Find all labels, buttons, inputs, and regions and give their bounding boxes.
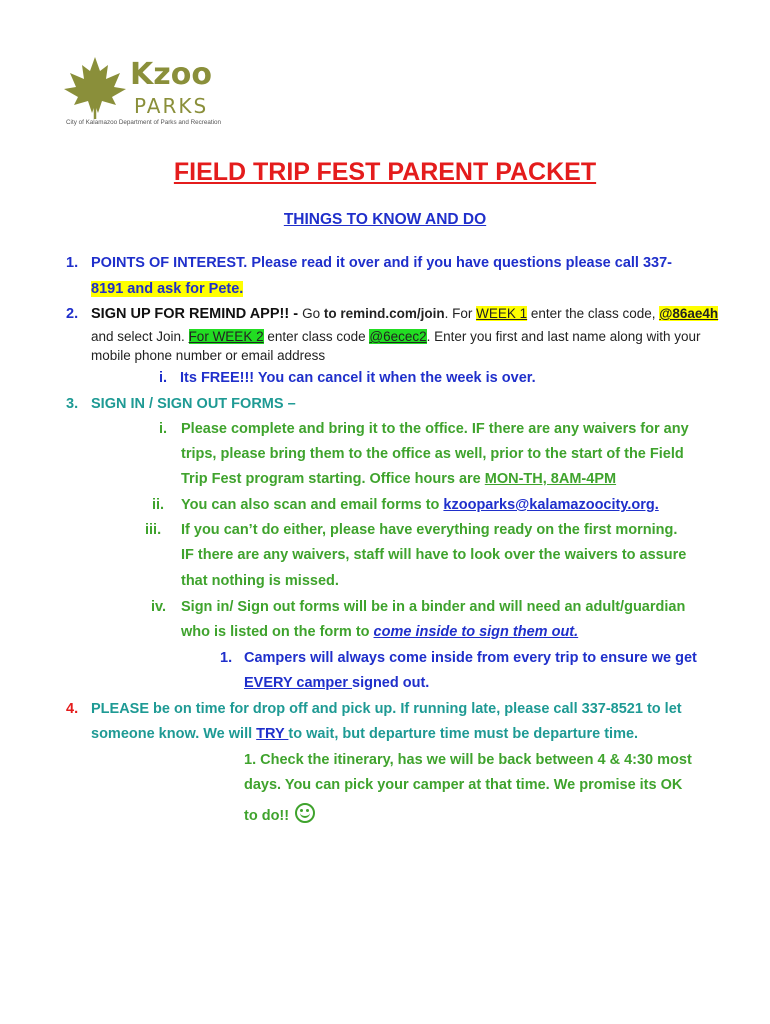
item3-i-line2: trips, please bring them to the office as well, prior to the start of the Field (181, 446, 684, 462)
item3-iv-line2: who is listed on the form to come inside to sign them out. (181, 624, 579, 640)
item2-line3: mobile phone number or email address (91, 348, 326, 363)
email-link[interactable]: kzooparks@kalamazoocity.org. (443, 497, 659, 513)
item3-i-number: i. (159, 421, 168, 437)
maple-leaf-logo-icon (62, 55, 128, 121)
item3-ii: You can also scan and email forms to kzooparks@kalamazoocity.org. (181, 497, 659, 513)
smiley-icon (295, 803, 315, 823)
item4-line1: PLEASE be on time for drop off and pick up. If running late, please call 337-8521 to let (91, 701, 682, 717)
item2-line1: SIGN UP FOR REMIND APP!! - Go to remind.com/join. For WEEK 1 enter the class code, @86ae4h (91, 306, 719, 322)
page-subtitle: THINGS TO KNOW AND DO (283, 211, 487, 228)
item3-number: 3. (66, 396, 79, 412)
item3-iv-line1: Sign in/ Sign out forms will be in a binder and will need an adult/guardian (181, 599, 686, 615)
item3-iii-number: iii. (145, 522, 162, 538)
item2-sub-i: Its FREE!!! You can cancel it when the week is over. (180, 370, 536, 386)
item3-i-line3: Trip Fest program starting. Office hours are MON-TH, 8AM-4PM (181, 471, 617, 487)
logo-brand-top: Kzoo (130, 57, 212, 92)
page-title: FIELD TRIP FEST PARENT PACKET (173, 158, 597, 186)
item4-sub1-line3: to do!! (244, 803, 315, 824)
item1-line2: 8191 and ask for Pete. (91, 281, 244, 297)
item3-iv-number: iv. (151, 599, 167, 615)
item4-sub1-line2: days. You can pick your camper at that time. We promise its OK (244, 777, 683, 793)
item4-number: 4. (66, 701, 79, 717)
item3-ii-number: ii. (152, 497, 165, 513)
item3-iii-line3: that nothing is missed. (181, 573, 339, 589)
logo-brand-bottom: PARKS (134, 94, 209, 118)
item3-iii-line1: If you can’t do either, please have everything ready on the first morning. (181, 522, 678, 538)
item3-sub1-line1: Campers will always come inside from every trip to ensure we get (244, 650, 697, 666)
item3-heading: SIGN IN / SIGN OUT FORMS – (91, 396, 296, 412)
item3-sub1-line2: EVERY camper signed out. (244, 675, 430, 691)
item2-line2: and select Join. For WEEK 2 enter class code @6ecec2. Enter you first and last name along with your (91, 329, 701, 344)
item4-line2: someone know. We will TRY to wait, but departure time must be departure time. (91, 726, 639, 742)
kzoo-parks-logo (62, 55, 232, 135)
logo-tagline: City of Kalamazoo Department of Parks and Recreation (66, 119, 222, 126)
item3-sub1-number: 1. (220, 650, 233, 666)
item3-iii-line2: IF there are any waivers, staff will have to look over the waivers to assure (181, 547, 687, 563)
item2-sub-i-number: i. (159, 370, 168, 386)
item1-line1: POINTS OF INTEREST. Please read it over and if you have questions please call 337- (91, 255, 672, 271)
item3-i-line1: Please complete and bring it to the office. IF there are any waivers for any (181, 421, 689, 437)
item2-number: 2. (66, 306, 79, 322)
item4-sub1-line1: 1. Check the itinerary, has we will be back between 4 & 4:30 most (244, 752, 692, 768)
item1-number: 1. (66, 255, 79, 271)
